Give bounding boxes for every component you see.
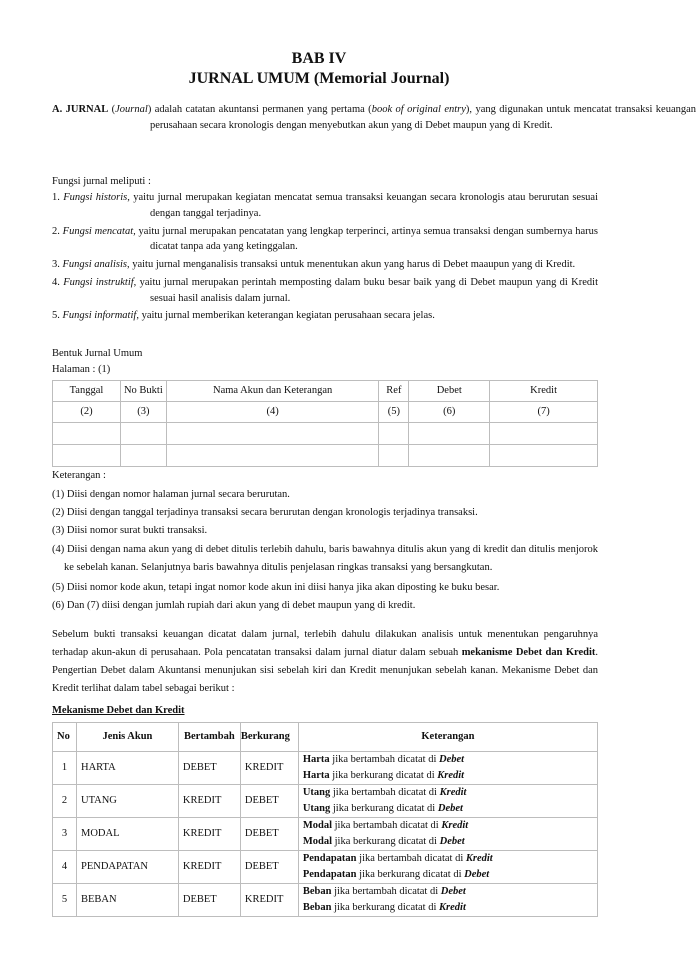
col-nama-akun: Nama Akun dan Keterangan bbox=[166, 381, 379, 402]
col-tanggal: Tanggal bbox=[53, 381, 121, 402]
journal-empty-row bbox=[53, 445, 598, 467]
note-item: (6) Dan (7) diisi dengan jumlah rupiah dari akun yang di debet maupun yang di kredit. bbox=[52, 600, 416, 611]
functions-heading: Fungsi jurnal meliputi : bbox=[52, 176, 151, 187]
mechanism-row: 5 BEBAN DEBET KREDIT Beban jika bertambah dicatat di Debet Beban jika berkurang dicatat di Kredit bbox=[53, 884, 598, 917]
journal-code-row: (2) (3) (4) (5) (6) (7) bbox=[53, 402, 598, 423]
col-kredit: Kredit bbox=[490, 381, 598, 402]
col-jenis-akun: Jenis Akun bbox=[76, 723, 178, 752]
col-bertambah: Bertambah bbox=[178, 723, 240, 752]
notes-section bbox=[52, 468, 598, 613]
col-berkurang: Berkurang bbox=[240, 723, 298, 752]
page-subtitle: JURNAL UMUM (Memorial Journal) bbox=[188, 70, 450, 87]
col-ref: Ref bbox=[379, 381, 409, 402]
form-heading: Bentuk Jurnal Umum bbox=[52, 348, 143, 359]
mechanism-table bbox=[52, 722, 598, 917]
form-page-label: Halaman : (1) bbox=[52, 364, 111, 375]
col-debet: Debet bbox=[409, 381, 490, 402]
mechanism-row: 3 MODAL KREDIT DEBET Modal jika bertambah dicatat di Kredit Modal jika berkurang dicatat di Debet bbox=[53, 818, 598, 851]
function-item: 5. Fungsi informatif, yaitu jurnal memberikan keterangan kegiatan perusahaan secara jelas. bbox=[52, 310, 435, 322]
function-item: 2. Fungsi mencatat, yaitu jurnal merupakan pencatatan yang lengkap terperinci, artinya semua transaksi dengan sumbernya harus dicatat tanpa ada yang ketinggalan. bbox=[52, 225, 599, 253]
note-item: (4) Diisi dengan nama akun yang di debet ditulis terlebih dahulu, baris bawahnya ditulis akun yang di kredit dan ditulis menjorok ke sebelah kanan. Selanjutnya baris bawahnya ditulis penjelasan ringkas transaksi yang bersangkutan. bbox=[52, 544, 598, 573]
mechanism-row: 4 PENDAPATAN KREDIT DEBET Pendapatan jika bertambah dicatat di Kredit Pendapatan jika berkurang dicatat di Debet bbox=[53, 851, 598, 884]
definition-label: A. JURNAL bbox=[52, 104, 109, 115]
journal-form-table bbox=[52, 380, 598, 467]
notes-heading: Keterangan : bbox=[52, 470, 106, 481]
function-item: 1. Fungsi historis, yaitu jurnal merupakan kegiatan mencatat semua transaksi keuangan secara kronologis atau berurutan sesuai dengan tanggal terjadinya. bbox=[52, 192, 599, 219]
definition-term: Journal bbox=[115, 104, 148, 115]
mechanism-heading: Mekanisme Debet dan Kredit bbox=[52, 705, 185, 716]
journal-header-row bbox=[53, 381, 598, 402]
function-item: 4. Fungsi instruktif, yaitu jurnal merupakan perintah memposting dalam buku besar baik yang di Debet maupun yang di Kredit sesuai hasil analisis dalam jurnal. bbox=[52, 276, 598, 304]
definition-paragraph: A. JURNAL (Journal) adalah catatan akuntansi permanen yang pertama (book of original entry), yang digunakan untuk mencatat transaksi keuangan perusahaan secara kronologis dengan menyebutkan akun yang di Debet maupun yang di Kredit. bbox=[52, 104, 696, 131]
page-title: BAB IV bbox=[291, 50, 347, 67]
definition-term2: book of original entry bbox=[371, 104, 466, 115]
mechanism-paragraph: Sebelum bukti transaksi keuangan dicatat dalam jurnal, terlebih dahulu dilakukan analisis untuk menentukan pengaruhnya terhadap akun-akun di perusahaan. Pola pencatatan transaksi dalam jurnal diatur dalam sebuah mekanisme Debet dan Kredit. Pengertian Debet dalam Akuntansi menunjukan sisi sebelah kiri dan Kredit menunjukan sebelah kanan. Mekanisme Debet dan Kredit terlihat dalam tabel sebagai berikut : bbox=[52, 629, 598, 694]
mechanism-header-row bbox=[53, 723, 598, 752]
note-item: (5) Diisi nomor kode akun, tetapi ingat nomor kode akun ini diisi hanya jika akan diposting ke buku besar. bbox=[52, 582, 500, 593]
mechanism-row: 2 UTANG KREDIT DEBET Utang jika bertambah dicatat di Kredit Utang jika berkurang dicatat di Debet bbox=[53, 785, 598, 818]
col-no: No bbox=[53, 723, 77, 752]
function-item: 3. Fungsi analisis, yaitu jurnal menganalisis transaksi untuk menentukan akun yang harus di Debet maaupun yang di Kredit. bbox=[52, 259, 576, 270]
col-no-bukti: No Bukti bbox=[120, 381, 166, 402]
note-item: (1) Diisi dengan nomor halaman jurnal secara berurutan. bbox=[52, 489, 290, 500]
note-item: (2) Diisi dengan tanggal terjadinya transaksi secara berurutan dengan kronologis terjadinya transaksi. bbox=[52, 507, 478, 518]
col-keterangan: Keterangan bbox=[298, 723, 597, 752]
functions-list bbox=[52, 190, 598, 324]
note-item: (3) Diisi nomor surat bukti transaksi. bbox=[52, 525, 208, 536]
journal-empty-row bbox=[53, 423, 598, 445]
definition-text-a: adalah catatan akuntansi permanen yang pertama ( bbox=[154, 104, 372, 115]
mechanism-row: 1 HARTA DEBET KREDIT Harta jika bertambah dicatat di Debet Harta jika berkurang dicatat di Kredit bbox=[53, 752, 598, 785]
definition-text-b: ), yang digunakan untuk mencatat transaksi keuangan perusahaan secara kronologis dengan menyebutkan akun yang di Debet maupun yang di Kredit. bbox=[150, 104, 696, 131]
